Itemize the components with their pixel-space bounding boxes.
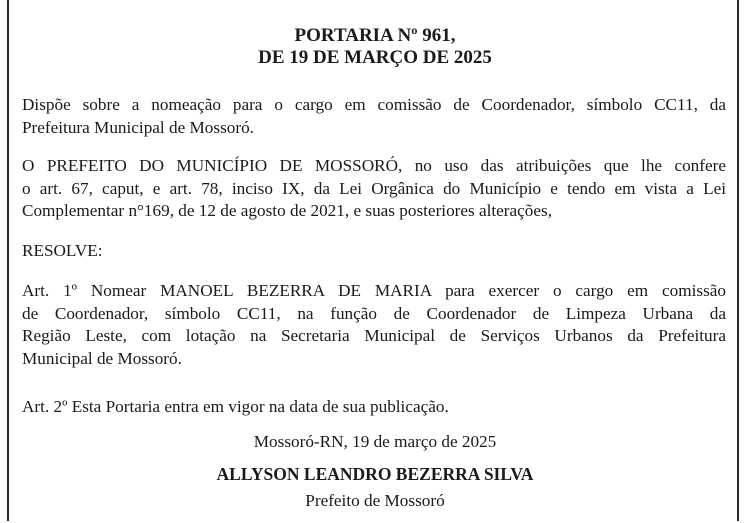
resolve-heading (22, 240, 726, 263)
preamble-paragraph (22, 155, 726, 223)
article-2-line: Art. 2º Esta Portaria entra em vigor na data de sua publicação. (22, 397, 449, 416)
preamble-line: o art. 67, caput, e art. 78, inciso IX, da Lei Orgânica do Município e tendo em vista a Lei (22, 178, 726, 198)
article-2-paragraph (22, 396, 726, 419)
ementa-line: Prefeitura Municipal de Mossoró. (22, 117, 254, 137)
ementa-paragraph (22, 94, 726, 139)
document-title-line2: DE 19 DE MARÇO DE 2025 (258, 47, 492, 68)
article-1-line: de Coordenador, símbolo CC11, na função de Coordenador de Limpeza Urbana da (22, 303, 726, 323)
ementa-line: Dispõe sobre a nomeação para o cargo em comissão de Coordenador, símbolo CC11, da (22, 95, 726, 114)
preamble-line: Complementar n°169, de 12 de agosto de 2021, e suas posteriores alterações, (22, 201, 552, 220)
article-1-paragraph (22, 280, 726, 370)
signer-name: ALLYSON LEANDRO BEZERRA SILVA (216, 464, 534, 484)
preamble-line: O PREFEITO DO MUNICÍPIO DE MOSSORÓ, no uso das atribuições que lhe confere (22, 156, 726, 175)
article-1-line: Art. 1º Nomear MANOEL BEZERRA DE MARIA para exercer o cargo em comissão (22, 281, 726, 300)
article-1-line: Região Leste, com lotação na Secretaria Municipal de Serviços Urbanos da Prefeitura (22, 326, 726, 345)
document-title-line1: PORTARIA Nº 961, (294, 25, 456, 46)
place-date: Mossoró-RN, 19 de março de 2025 (253, 432, 497, 451)
article-1-line: Municipal de Mossoró. (22, 348, 182, 368)
resolve-text: RESOLVE: (22, 241, 103, 260)
signer-role: Prefeito de Mossoró (305, 491, 445, 510)
